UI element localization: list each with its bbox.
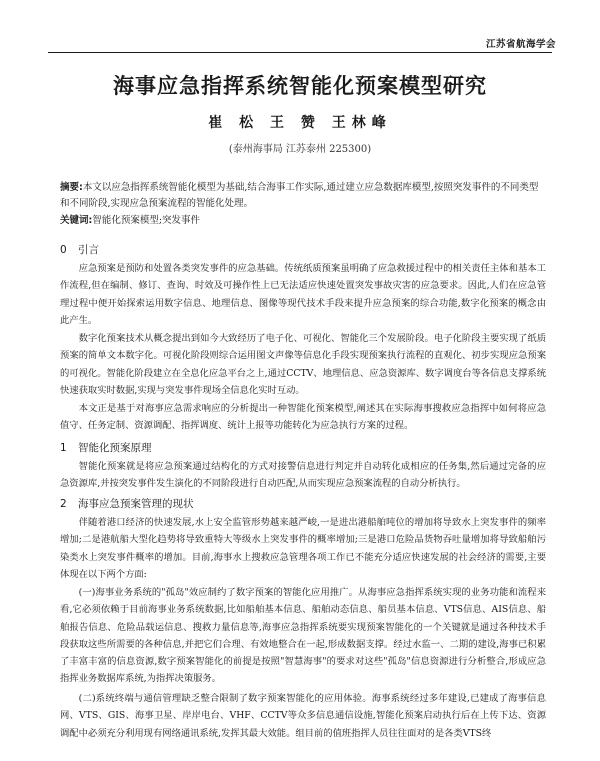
section-heading-0	[60, 242, 99, 257]
keywords	[60, 213, 546, 229]
header-divider	[48, 52, 552, 53]
section-title: 海事应急预案管理的现状	[78, 498, 194, 510]
journal-society-header: 江苏省航海学会	[485, 39, 556, 50]
paragraph-intro-1: 应急预案是预防和处置各类突发事件的应急基础。传统纸质预案虽明确了应急救援过程中的相关责任主体和基本工作流程,但在编制、修订、查询、时效及可操作性上已无法适应快速处置突发事故灾害的应急要求。因此,人们在应急管理过程中便开始探索运用数字信息、地理信息、图像等现代技术手段来提升应急预案的综合功能,数字化预案的概念由此产生。	[60, 263, 546, 326]
abstract-text: 本文以应急指挥系统智能化模型为基础,结合海事工作实际,通过建立应急数据库模型,按照突发事件的不同类型和不同阶段,实现应急预案流程的智能化处理。	[60, 182, 539, 209]
paper-title: 海事应急指挥系统智能化预案模型研究	[113, 74, 487, 98]
paragraph-status: 伴随着港口经济的快速发展,水上安全监管形势越来越严峻,一是进出港船舶吨位的增加将导致水上突发事件的频率增加;二是港航船大型化趋势将导致重特大等级水上突发事件的概率增加;三是港口危险品货物吞吐量增加将导致船舶污染类水上突发事件概率的增加。目前,海事水上搜救应急管理各项工作已不能充分适应快速发展的社会经济的需要,主要体现在以下两个方面:	[60, 517, 546, 580]
section-title: 引言	[78, 244, 99, 256]
paragraph-terminal-integration: (二)系统终端与通信管理缺乏整合限制了数字预案智能化的应用体验。海事系统经过多年建设,已建成了海事信息网、VTS、GIS、海事卫星、岸岸电台、VHF、CCTV等众多信息通信设施,智能化预案启动执行后在上传下达、资源调配中必须充分利用现有网络通讯系统,发挥其最大效能。组目前的值班指挥人员往往面对的是各类VTS终	[60, 693, 546, 739]
paragraph-intro-3: 本文正是基于对海事应急需求响应的分析提出一种智能化预案模型,阐述其在实际海事搜救应急指挥中如何将应急值守、任务定制、资源调配、指挥调度、统计上报等功能转化为应急执行方案的过程。	[60, 403, 546, 432]
section-number: 0	[60, 244, 67, 256]
section-number: 1	[60, 442, 67, 454]
abstract	[60, 180, 546, 212]
section-heading-2	[60, 496, 194, 511]
keywords-label: 关键词:	[60, 215, 93, 226]
section-heading-1	[60, 440, 152, 455]
section-number: 2	[60, 498, 67, 510]
paper-affiliation: (泰州海事局 江苏泰州 225300)	[228, 144, 372, 155]
paper-authors: 崔 松 王 赞 王林峰	[208, 115, 392, 131]
paragraph-island-effect: (一)海事业务系统的"孤岛"效应制约了数字预案的智能化应用推广。从海事应急指挥系统实现的业务功能和流程来看,它必须依赖于目前海事业务系统数据,比如船舶基本信息、船舶动态信息、船员基本信息、VTS信息、AIS信息、船舶报告信息、危险品载运信息、搜救力量信息等,海事应急指挥系统要实现预案智能化的一个关键就是通过各种技术手段获取这些所需要的各种信息,并把它们合理、有效地整合在一起,形成数据支撑。经过水监一、二期的建设,海事已积累了丰富丰富的信息资源,数字预案智能化的前提是按照"智慧海事"的要求对这些"孤岛"信息资源进行分析整合,形成应急指挥业务数据库系统,为指挥决策服务。	[60, 587, 546, 685]
keywords-text: 智能化预案模型;突发事件	[92, 215, 201, 226]
abstract-label: 摘要:	[60, 182, 83, 193]
paragraph-principle: 智能化预案就是将应急预案通过结构化的方式对接警信息进行判定并自动转化成相应的任务集,然后通过完备的应急资源库,并按突发事件发生演化的不同阶段进行自动匹配,从而实现应急预案流程的自动分析执行。	[60, 461, 546, 490]
paragraph-intro-2: 数字化预案技术从概念提出到如今大致经历了电子化、可视化、智能化三个发展阶段。电子化阶段主要实现了纸质预案的简单文本数字化。可视化阶段则综合运用图文声像等信息化手段实现预案执行流程的直观化、初步实现应急预案的可视化。智能化阶段建立在全息化应急平台之上,通过CCTV、地理信息、应急资源库、数字调度台等各信息支撑系统快速获取实时数据,实现与突发事件现场全信息化实时互动。	[60, 333, 546, 396]
section-title: 智能化预案原理	[78, 442, 152, 454]
